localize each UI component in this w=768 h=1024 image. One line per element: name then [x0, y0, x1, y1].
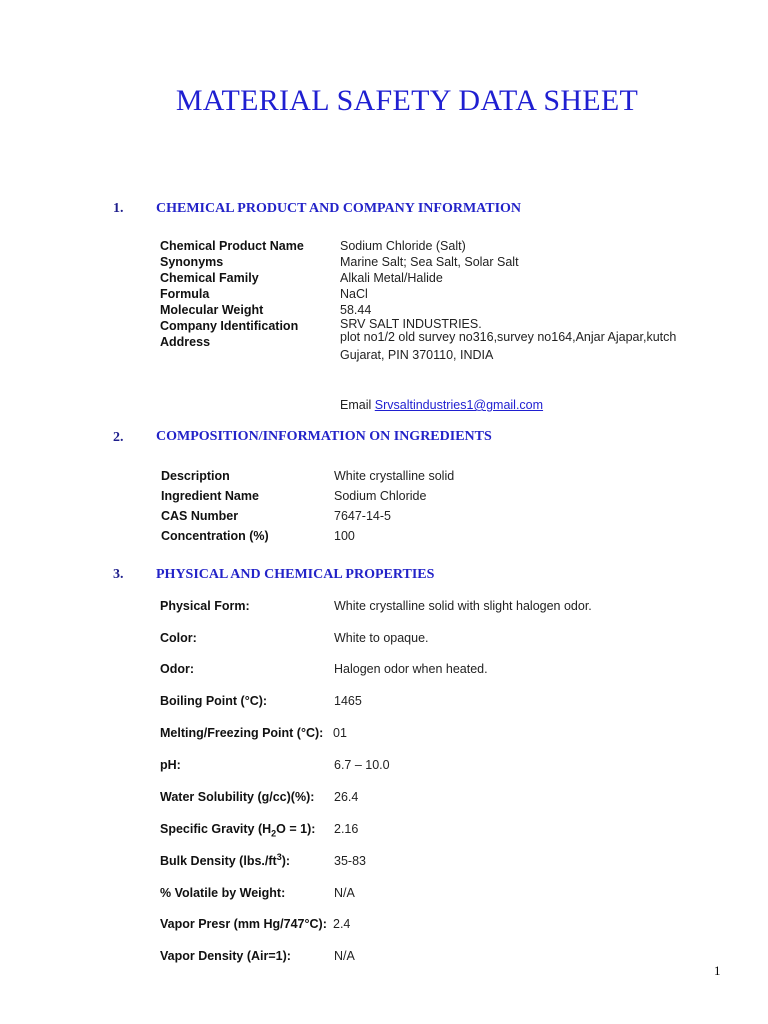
- field-label: Address: [160, 335, 211, 349]
- field-value: 100: [334, 529, 355, 543]
- field-label: Synonyms: [160, 255, 224, 269]
- field-label: Ingredient Name: [161, 489, 259, 503]
- email-label: Email: [340, 398, 372, 412]
- field-label: Vapor Density (Air=1):: [160, 949, 291, 963]
- field-value: Sodium Chloride (Salt): [340, 239, 466, 253]
- field-label: Chemical Product Name: [160, 239, 304, 253]
- field-label: Formula: [160, 287, 210, 301]
- address-line-1: plot no1/2 old survey no316,survey no164,Anjar Ajapar,kutch: [340, 330, 677, 344]
- section-2-title: COMPOSITION/INFORMATION ON INGREDIENTS: [156, 429, 492, 444]
- field-label: Bulk Density $(lbs./ft^3)$:: [160, 851, 291, 868]
- field-value: 2.4: [333, 917, 351, 931]
- section-3-title: PHYSICAL AND CHEMICAL PROPERTIES: [156, 567, 435, 582]
- email-line: [340, 398, 543, 412]
- field-value: N/A: [334, 949, 355, 963]
- field-value: Sodium Chloride: [334, 489, 427, 503]
- field-label: Color:: [160, 631, 197, 645]
- section-2-number: 2.: [113, 430, 124, 445]
- field-value: SRV SALT INDUSTRIES.: [340, 317, 482, 331]
- field-value: White to opaque.: [334, 631, 429, 645]
- field-value: NaCl: [340, 287, 368, 301]
- field-label: Molecular Weight: [160, 303, 264, 317]
- field-label: Company Identification: [160, 319, 299, 333]
- email-link[interactable]: Srvsaltindustries1@gmail.com: [374, 398, 544, 412]
- field-label: pH:: [160, 758, 181, 772]
- section-1-title: CHEMICAL PRODUCT AND COMPANY INFORMATION: [156, 201, 522, 216]
- field-label: Water Solubility (g/cc)(%):: [160, 790, 315, 804]
- field-label: % Volatile by Weight:: [160, 886, 286, 900]
- page-number: 1: [714, 963, 721, 978]
- field-value: 01: [333, 726, 347, 740]
- address-line-2: Gujarat, PIN 370110, INDIA: [340, 348, 494, 362]
- field-label: CAS Number: [161, 509, 239, 523]
- field-value: 1465: [334, 694, 362, 708]
- field-label: Odor:: [160, 662, 195, 676]
- field-label: Boiling Point (°C):: [160, 694, 268, 708]
- field-value: N/A: [334, 886, 355, 900]
- field-value: White crystalline solid with slight halogen odor.: [334, 599, 592, 613]
- section-3-number: 3.: [113, 567, 124, 582]
- section-1-number: 1.: [113, 201, 124, 216]
- field-value: 35-83: [334, 854, 366, 868]
- field-value: Halogen odor when heated.: [334, 662, 488, 676]
- field-label: Chemical Family: [160, 271, 259, 285]
- field-value: 26.4: [334, 790, 359, 804]
- field-label: Specific Gravity $(H_2O = 1)$:: [160, 822, 316, 839]
- field-value: 2.16: [334, 822, 359, 836]
- field-label: Description: [161, 469, 230, 483]
- field-value: 7647-14-5: [334, 509, 391, 523]
- field-label: Physical Form:: [160, 599, 250, 613]
- document-title: MATERIAL SAFETY DATA SHEET: [175, 84, 639, 117]
- field-value: 6.7 – 10.0: [334, 758, 390, 772]
- field-label: Concentration (%): [161, 529, 269, 543]
- field-label: Vapor Presr (mm Hg/747°C):: [160, 917, 327, 931]
- field-value: Marine Salt; Sea Salt, Solar Salt: [340, 255, 519, 269]
- field-value: 58.44: [340, 303, 372, 317]
- field-value: Alkali Metal/Halide: [340, 271, 443, 285]
- field-value: White crystalline solid: [334, 469, 455, 483]
- field-label: Melting/Freezing Point (°C):: [160, 726, 324, 740]
